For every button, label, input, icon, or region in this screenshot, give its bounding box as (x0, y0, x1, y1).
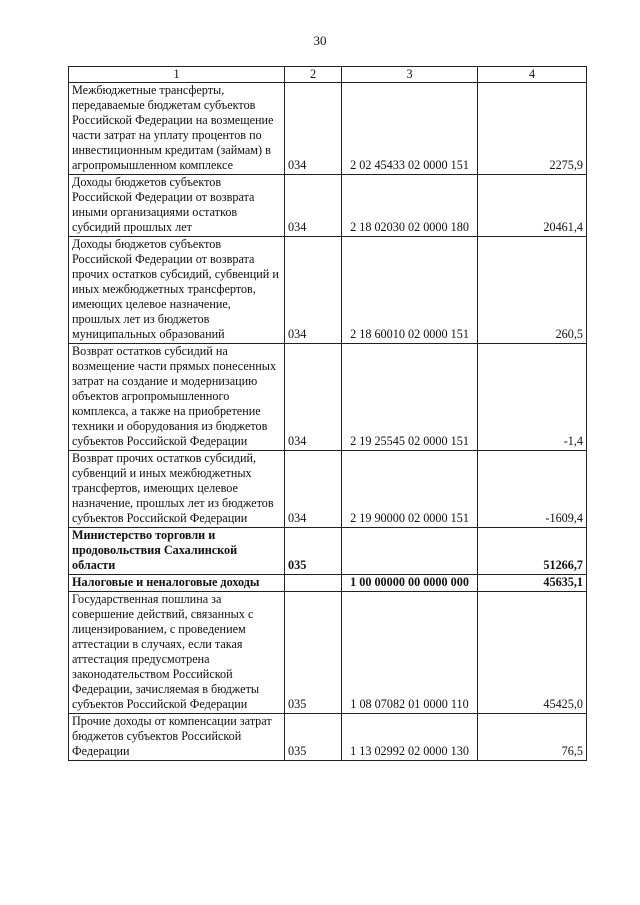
revenue-name-cell: Государственная пошлина за совершение действий, связанных с лицензированием, с проведением аттестации в случаях, если такая аттестация предусмотрена законодательством Российской Федерации, зачисляемая в бюджеты субъектов Российской Федерации (69, 592, 285, 714)
revenue-name-cell: Налоговые и неналоговые доходы (69, 575, 285, 592)
budget-classification-code-cell: 2 18 60010 02 0000 151 (342, 237, 478, 344)
amount-cell: 260,5 (478, 237, 587, 344)
amount-cell: 45635,1 (478, 575, 587, 592)
amount-cell: 45425,0 (478, 592, 587, 714)
table-row (69, 528, 587, 575)
budget-classification-code-cell: 1 00 00000 00 0000 000 (342, 575, 478, 592)
administrator-code-cell: 034 (285, 237, 342, 344)
table-row (69, 83, 587, 175)
table-row (69, 451, 587, 528)
column-header-3: 3 (342, 67, 478, 83)
administrator-code-cell: 035 (285, 528, 342, 575)
budget-classification-code-cell: 1 13 02992 02 0000 130 (342, 714, 478, 761)
administrator-code-cell: 034 (285, 175, 342, 237)
administrator-code-cell: 035 (285, 592, 342, 714)
amount-cell: -1,4 (478, 344, 587, 451)
amount-cell: 76,5 (478, 714, 587, 761)
amount-cell: 20461,4 (478, 175, 587, 237)
budget-classification-code-cell: 2 19 90000 02 0000 151 (342, 451, 478, 528)
revenue-name-cell: Возврат прочих остатков субсидий, субвенций и иных межбюджетных трансфертов, имеющих целевое назначение, прошлых лет из бюджетов субъектов Российской Федерации (69, 451, 285, 528)
amount-cell: 2275,9 (478, 83, 587, 175)
administrator-code-cell: 035 (285, 714, 342, 761)
amount-cell: -1609,4 (478, 451, 587, 528)
administrator-code-cell: 034 (285, 344, 342, 451)
table-row (69, 344, 587, 451)
budget-classification-code-cell: 1 08 07082 01 0000 110 (342, 592, 478, 714)
administrator-code-cell: 034 (285, 83, 342, 175)
column-header-1: 1 (69, 67, 285, 83)
budget-classification-code-cell: 2 19 25545 02 0000 151 (342, 344, 478, 451)
revenue-name-cell: Министерство торговли и продовольствия Сахалинской области (69, 528, 285, 575)
administrator-code-cell: 034 (285, 451, 342, 528)
budget-revenue-table (68, 66, 587, 761)
administrator-code-cell (285, 575, 342, 592)
budget-classification-code-cell (342, 528, 478, 575)
revenue-name-cell: Межбюджетные трансферты, передаваемые бюджетам субъектов Российской Федерации на возмещение части затрат на уплату процентов по инвестиционным кредитам (займам) в агропромышленном комплексе (69, 83, 285, 175)
revenue-name-cell: Возврат остатков субсидий на возмещение части прямых понесенных затрат на создание и модернизацию объектов агропромышленного комплекса, а также на приобретение техники и оборудования из бюджетов субъектов Российской Федерации (69, 344, 285, 451)
budget-classification-code-cell: 2 18 02030 02 0000 180 (342, 175, 478, 237)
column-header-4: 4 (478, 67, 587, 83)
revenue-name-cell: Прочие доходы от компенсации затрат бюджетов субъектов Российской Федерации (69, 714, 285, 761)
amount-cell: 51266,7 (478, 528, 587, 575)
table-header-row (69, 67, 587, 83)
table-row (69, 714, 587, 761)
column-header-2: 2 (285, 67, 342, 83)
table-row (69, 237, 587, 344)
revenue-name-cell: Доходы бюджетов субъектов Российской Федерации от возврата иными организациями остатков субсидий прошлых лет (69, 175, 285, 237)
budget-classification-code-cell: 2 02 45433 02 0000 151 (342, 83, 478, 175)
table-row (69, 575, 587, 592)
revenue-name-cell: Доходы бюджетов субъектов Российской Федерации от возврата прочих остатков субсидий, субвенций и иных межбюджетных трансфертов, имеющих целевое назначение, прошлых лет из бюджетов муниципальных образований (69, 237, 285, 344)
table-row (69, 175, 587, 237)
page-number: 30 (313, 33, 327, 48)
table-row (69, 592, 587, 714)
